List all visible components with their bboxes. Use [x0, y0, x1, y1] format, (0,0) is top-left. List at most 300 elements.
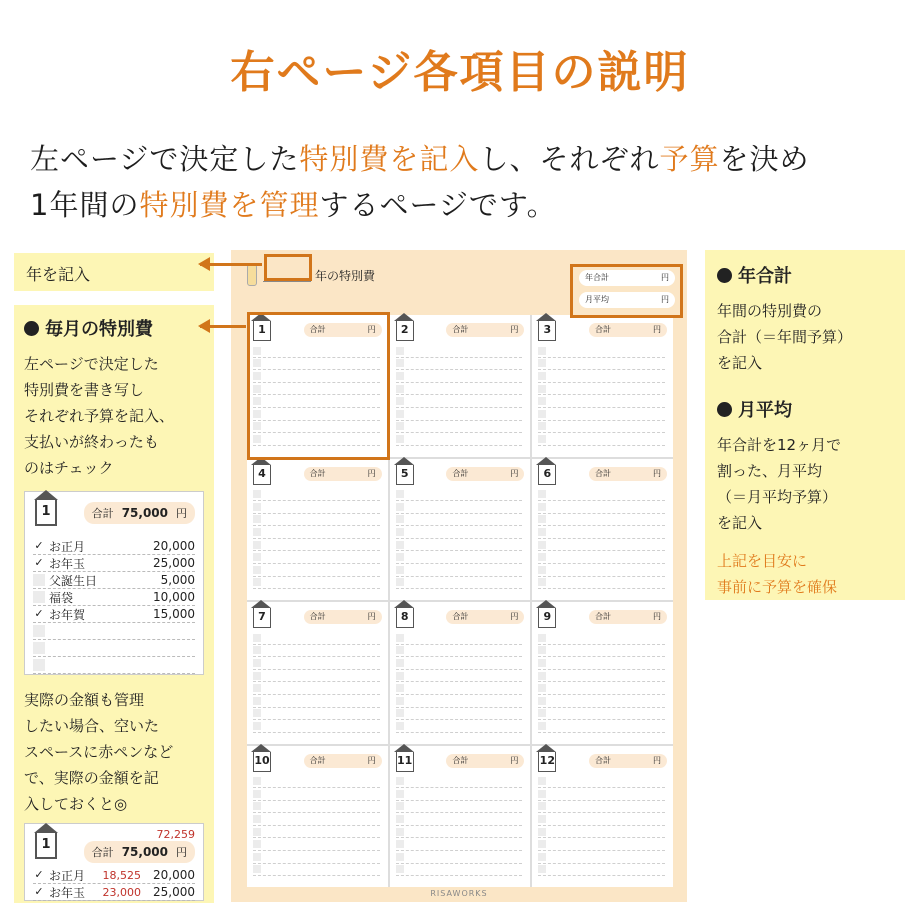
- empty-row: [33, 623, 195, 640]
- month-house-icon: 11: [396, 752, 414, 772]
- entry-row: [396, 645, 523, 658]
- item-name: お正月: [49, 868, 86, 883]
- checkbox-icon: [396, 659, 404, 667]
- item-actual-value: 23,000: [102, 885, 141, 899]
- entry-lines: [538, 776, 665, 882]
- entry-row: [396, 670, 523, 683]
- entry-row: [253, 514, 380, 527]
- entry-row: [396, 801, 523, 814]
- tab-icon: [247, 264, 257, 286]
- monthly-average-label: 月平均: [585, 295, 609, 304]
- yen-label: 円: [510, 612, 519, 621]
- note-line: 合計（＝年間予算）: [717, 328, 853, 346]
- checkbox-icon: [396, 553, 404, 561]
- yen-label: 円: [367, 755, 376, 765]
- item-name: お正月: [49, 539, 86, 554]
- entry-row: [396, 776, 523, 789]
- checkbox-icon: [253, 840, 261, 848]
- entry-lines: [253, 776, 380, 882]
- checkbox-icon: [538, 410, 546, 418]
- month-total-pill: [446, 323, 524, 337]
- entry-row: [538, 838, 665, 851]
- month-cell: [390, 746, 531, 888]
- entry-row: [253, 577, 380, 590]
- total-label: 合計: [309, 612, 326, 621]
- checkbox-icon: [538, 578, 546, 586]
- entry-row: [538, 708, 665, 721]
- month-house-icon: 2: [396, 321, 414, 341]
- entry-row: [253, 720, 380, 733]
- checkbox-icon: [396, 385, 404, 393]
- note-annual: [705, 250, 905, 600]
- checkbox-icon: [396, 790, 404, 798]
- note-actual-text: [24, 687, 204, 817]
- note-line: 支払いが終わったも: [24, 433, 159, 451]
- entry-row: [396, 370, 523, 383]
- yen-label: 円: [661, 273, 669, 282]
- list-item: [33, 538, 195, 555]
- checkbox-icon: [538, 515, 546, 523]
- entry-row: [538, 670, 665, 683]
- yen-label: 円: [510, 468, 519, 478]
- checkbox-icon: [396, 684, 404, 692]
- checkbox-icon: [538, 553, 546, 561]
- entry-row: [538, 370, 665, 383]
- checkbox-icon: [396, 828, 404, 836]
- arrow-icon: [200, 325, 246, 328]
- note-line: のはチェック: [24, 459, 114, 477]
- checkbox-icon: [396, 410, 404, 418]
- note-line: （＝月平均予算）: [717, 488, 838, 506]
- entry-row: [253, 776, 380, 789]
- checkbox-icon: [253, 684, 261, 692]
- checkbox-icon: [538, 634, 546, 642]
- checkbox-icon: [253, 541, 261, 549]
- entry-lines: [538, 489, 665, 595]
- checkbox-icon: [33, 642, 45, 654]
- note-monthly-heading: [24, 315, 204, 341]
- item-name: 父誕生日: [49, 573, 98, 588]
- checkbox-icon: [396, 541, 404, 549]
- checkbox-icon: [33, 659, 45, 671]
- checkbox-icon: [538, 372, 546, 380]
- checkbox-icon: [538, 840, 546, 848]
- check-icon: ✓: [34, 868, 44, 881]
- entry-row: [253, 864, 380, 877]
- entry-row: [396, 826, 523, 839]
- list-item: [33, 606, 195, 623]
- bullet-icon: [24, 321, 39, 336]
- month-total-pill: [304, 754, 382, 768]
- entry-row: [538, 788, 665, 801]
- entry-row: [396, 551, 523, 564]
- checkbox-icon: [396, 646, 404, 654]
- month-cell: [247, 602, 388, 744]
- entry-row: [253, 826, 380, 839]
- entry-row: [396, 564, 523, 577]
- intro-text-3: を決め: [719, 142, 810, 176]
- total-label: 合計: [309, 468, 326, 478]
- list-item: [33, 884, 195, 901]
- total-label: 合計: [91, 846, 114, 859]
- entry-row: [538, 645, 665, 658]
- example-card: [24, 491, 204, 675]
- yen-label: 円: [661, 295, 669, 304]
- checkbox-icon: [538, 828, 546, 836]
- month-house-icon: 8: [396, 608, 414, 628]
- entry-row: [396, 682, 523, 695]
- yen-label: 円: [176, 846, 187, 859]
- entry-row: [396, 383, 523, 396]
- total-label: 合計: [595, 755, 611, 765]
- actual-total-value: 72,259: [156, 828, 195, 841]
- month-house-icon: 12: [538, 752, 556, 772]
- checkbox-icon: [396, 709, 404, 717]
- month-cell: [532, 459, 673, 601]
- entry-row: [396, 489, 523, 502]
- yen-label: 円: [176, 507, 187, 520]
- entry-row: [538, 577, 665, 590]
- checkbox-icon: [396, 503, 404, 511]
- arrow-icon: [200, 263, 262, 266]
- item-name: お年賀: [49, 607, 86, 622]
- month-house-icon: 3: [538, 321, 556, 341]
- checkbox-icon: [396, 515, 404, 523]
- note-average-heading-text: 月平均: [738, 400, 792, 421]
- checkbox-icon: [396, 372, 404, 380]
- entry-row: [253, 670, 380, 683]
- entry-row: [253, 632, 380, 645]
- intro-text: [30, 136, 809, 228]
- note-annual-heading-text: 年合計: [738, 266, 792, 287]
- month-highlight-box: [247, 312, 390, 460]
- checkbox-icon: [396, 490, 404, 498]
- total-label: 合計: [452, 612, 469, 621]
- checkbox-icon: [253, 815, 261, 823]
- note-monthly: [14, 305, 214, 903]
- checkbox-icon: [253, 790, 261, 798]
- intro-text-2: し、それぞれ: [479, 142, 660, 176]
- entry-row: [396, 632, 523, 645]
- total-label: 合計: [91, 507, 114, 520]
- checkbox-icon: [253, 553, 261, 561]
- checkbox-icon: [538, 815, 546, 823]
- total-value: 75,000: [121, 506, 168, 520]
- month-total-pill: [589, 323, 667, 337]
- entry-row: [538, 826, 665, 839]
- entry-row: [538, 801, 665, 814]
- checkbox-icon: [538, 790, 546, 798]
- entry-row: [253, 526, 380, 539]
- entry-lines: [396, 345, 523, 451]
- intro-highlight-3: 特別費を管理: [139, 188, 320, 222]
- note-average-heading: [717, 396, 893, 422]
- list-item: [33, 867, 195, 884]
- entry-row: [538, 395, 665, 408]
- month-house-icon: 4: [253, 465, 271, 485]
- month-total-pill: [446, 754, 524, 768]
- month-house-icon: 5: [396, 465, 414, 485]
- item-value: 5,000: [160, 573, 195, 587]
- checkbox-icon: [538, 490, 546, 498]
- month-total-pill: [446, 610, 524, 624]
- entry-row: [396, 577, 523, 590]
- checkbox-icon: [538, 435, 546, 443]
- month-house-icon: 1: [253, 321, 271, 341]
- brand-logo: RISAWORKS: [430, 889, 488, 898]
- checkbox-icon: [538, 709, 546, 717]
- note-annual-heading: [717, 262, 893, 288]
- total-label: 合計: [452, 755, 469, 765]
- entry-row: [538, 345, 665, 358]
- entry-row: [538, 632, 665, 645]
- checkbox-icon: [253, 515, 261, 523]
- note-monthly-heading-text: 毎月の特別費: [45, 319, 153, 340]
- entry-row: [253, 851, 380, 864]
- intro-highlight-2: 予算: [659, 142, 720, 176]
- yen-label: 円: [367, 325, 376, 334]
- yen-label: 円: [367, 468, 376, 478]
- month-cell: [247, 746, 388, 888]
- entry-row: [538, 489, 665, 502]
- note-average-text: [717, 432, 893, 536]
- note-line: それぞれ予算を記入、: [24, 407, 175, 425]
- list-item: [33, 555, 195, 572]
- check-icon: ✓: [34, 556, 44, 569]
- entry-row: [538, 695, 665, 708]
- checkbox-icon: [253, 566, 261, 574]
- checkbox-icon: [538, 347, 546, 355]
- note-line: 年合計を12ヶ月で: [717, 436, 842, 454]
- entry-row: [396, 421, 523, 434]
- checkbox-icon: [253, 528, 261, 536]
- month-total-pill: [589, 467, 667, 481]
- note-line: 年間の特別費の: [717, 302, 823, 320]
- entry-row: [253, 801, 380, 814]
- checkbox-icon: [538, 503, 546, 511]
- annual-total-label: 年合計: [585, 273, 609, 282]
- entry-row: [396, 408, 523, 421]
- checkbox-icon: [538, 684, 546, 692]
- example-card-actual: [24, 823, 204, 901]
- entry-row: [396, 433, 523, 446]
- item-name: お年玉: [49, 556, 86, 571]
- item-name: 福袋: [49, 590, 74, 605]
- entry-row: [396, 788, 523, 801]
- checkbox-icon: [538, 397, 546, 405]
- note-line: 特別費を書き写し: [24, 381, 145, 399]
- checkbox-icon: [253, 659, 261, 667]
- checkbox-icon: [538, 672, 546, 680]
- yen-label: 円: [653, 325, 661, 334]
- total-label: 合計: [309, 325, 326, 334]
- page-title: 右ページ各項目の説明: [230, 47, 690, 98]
- yen-label: 円: [653, 755, 661, 765]
- empty-row: [33, 657, 195, 674]
- checkbox-icon: [396, 347, 404, 355]
- entry-row: [396, 514, 523, 527]
- entry-lines: [253, 489, 380, 595]
- item-name: お年玉: [49, 885, 86, 900]
- entry-lines: [538, 345, 665, 451]
- intro-text-4: 1年間の: [30, 188, 140, 222]
- entry-row: [253, 539, 380, 552]
- checkbox-icon: [396, 634, 404, 642]
- month-cell: [247, 459, 388, 601]
- entry-lines: [396, 776, 523, 882]
- yen-label: 円: [653, 468, 661, 478]
- yen-label: 円: [510, 755, 519, 765]
- checkbox-icon: [253, 634, 261, 642]
- note-line: 割った、月平均: [717, 462, 823, 480]
- note-line: 左ページで決定した: [24, 355, 159, 373]
- checkbox-icon: [253, 697, 261, 705]
- checkbox-icon: [538, 777, 546, 785]
- month-cell: [532, 315, 673, 457]
- entry-row: [396, 539, 523, 552]
- total-label: 合計: [452, 468, 469, 478]
- entry-row: [396, 657, 523, 670]
- entry-row: [253, 838, 380, 851]
- entry-row: [396, 395, 523, 408]
- checkbox-icon: [538, 359, 546, 367]
- month-cell: [532, 746, 673, 888]
- entry-row: [253, 682, 380, 695]
- list-item: [33, 589, 195, 606]
- month-house-icon: 1: [35, 833, 57, 859]
- month-house-icon: 9: [538, 608, 556, 628]
- checkbox-icon: [253, 853, 261, 861]
- checkbox-icon: [396, 422, 404, 430]
- yen-label: 円: [653, 612, 661, 621]
- entry-row: [253, 813, 380, 826]
- total-value: 75,000: [121, 845, 168, 859]
- actual-total-block: [84, 828, 195, 863]
- checkbox-icon: [253, 828, 261, 836]
- checkbox-icon: [538, 528, 546, 536]
- item-value: 25,000: [153, 556, 195, 570]
- checkbox-icon: [396, 672, 404, 680]
- note-line: 実際の金額も管理: [24, 691, 145, 709]
- entry-row: [538, 813, 665, 826]
- item-value: 25,000: [153, 885, 195, 899]
- note-line: スペースに赤ペンなど: [24, 743, 174, 761]
- month-cell: [390, 602, 531, 744]
- checkbox-icon: [33, 591, 45, 603]
- item-value: 20,000: [153, 539, 195, 553]
- note-line: 事前に予算を確保: [717, 578, 838, 596]
- checkbox-icon: [538, 646, 546, 654]
- checkbox-icon: [396, 840, 404, 848]
- entry-row: [538, 551, 665, 564]
- checkbox-icon: [538, 802, 546, 810]
- entry-row: [538, 682, 665, 695]
- entry-row: [396, 501, 523, 514]
- note-line: 上記を目安に: [717, 552, 808, 570]
- entry-row: [396, 838, 523, 851]
- checkbox-icon: [253, 503, 261, 511]
- entry-row: [396, 864, 523, 877]
- entry-row: [538, 501, 665, 514]
- year-highlight-box: [264, 254, 312, 281]
- checkbox-icon: [396, 566, 404, 574]
- entry-row: [538, 851, 665, 864]
- note-line: 入しておくと◎: [24, 795, 128, 813]
- entry-row: [538, 421, 665, 434]
- entry-row: [396, 720, 523, 733]
- bullet-icon: [717, 268, 732, 283]
- note-line: を記入: [717, 514, 763, 532]
- month-cell: [390, 315, 531, 457]
- check-icon: ✓: [34, 607, 44, 620]
- month-house-icon: 6: [538, 465, 556, 485]
- entry-row: [253, 551, 380, 564]
- checkbox-icon: [538, 697, 546, 705]
- checkbox-icon: [396, 397, 404, 405]
- entry-row: [538, 539, 665, 552]
- month-total-pill: [589, 610, 667, 624]
- entry-lines: [538, 632, 665, 738]
- item-value: 20,000: [153, 868, 195, 882]
- checkbox-icon: [396, 802, 404, 810]
- note-line: を記入: [717, 354, 763, 372]
- note-tip: [717, 548, 893, 600]
- entry-row: [253, 788, 380, 801]
- entry-row: [538, 383, 665, 396]
- entry-row: [396, 345, 523, 358]
- check-icon: ✓: [34, 539, 44, 552]
- month-cell: [532, 602, 673, 744]
- month-cell: [390, 459, 531, 601]
- checkbox-icon: [396, 865, 404, 873]
- entry-row: [538, 657, 665, 670]
- checkbox-icon: [253, 646, 261, 654]
- total-label: 合計: [309, 755, 326, 765]
- checkbox-icon: [538, 865, 546, 873]
- month-total-pill: [304, 610, 382, 624]
- summary-highlight-box: [570, 264, 683, 318]
- entry-row: [538, 408, 665, 421]
- entry-row: [538, 358, 665, 371]
- entry-row: [253, 708, 380, 721]
- checkbox-icon: [396, 777, 404, 785]
- checkbox-icon: [253, 865, 261, 873]
- item-value: 15,000: [153, 607, 195, 621]
- total-label: 合計: [595, 468, 611, 478]
- checkbox-icon: [396, 853, 404, 861]
- intro-line-1: [30, 136, 809, 182]
- checkbox-icon: [33, 625, 45, 637]
- checkbox-icon: [253, 578, 261, 586]
- checkbox-icon: [396, 359, 404, 367]
- checkbox-icon: [253, 672, 261, 680]
- checkbox-icon: [538, 659, 546, 667]
- total-label: 合計: [595, 325, 611, 334]
- total-pill: [84, 841, 195, 863]
- entry-lines: [396, 489, 523, 595]
- checkbox-icon: [253, 490, 261, 498]
- note-year: [14, 253, 214, 291]
- month-house-icon: 1: [35, 500, 57, 526]
- note-annual-text: [717, 298, 893, 376]
- checkbox-icon: [538, 722, 546, 730]
- checkbox-icon: [253, 777, 261, 785]
- entry-row: [253, 501, 380, 514]
- note-monthly-text: [24, 351, 204, 481]
- intro-highlight-1: 特別費を記入: [299, 142, 480, 176]
- empty-row: [33, 640, 195, 657]
- checkbox-icon: [396, 435, 404, 443]
